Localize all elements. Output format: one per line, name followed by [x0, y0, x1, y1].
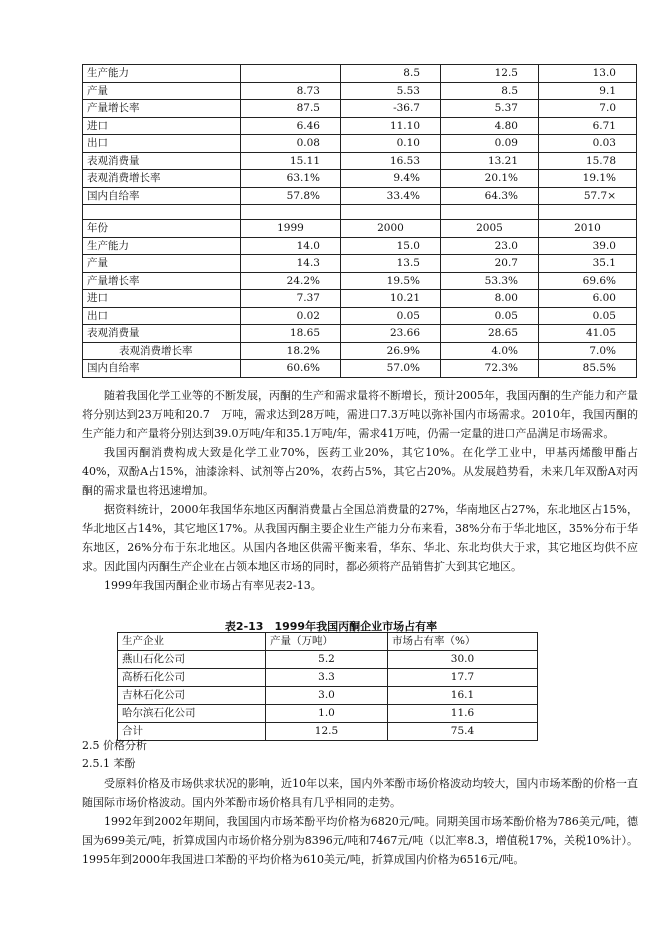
value-cell: 6.71	[539, 117, 637, 135]
table-row	[83, 307, 637, 325]
value-cell: 57.8%	[241, 187, 341, 205]
value-cell: 60.6%	[241, 360, 341, 378]
table-row	[118, 687, 538, 705]
header-cell: 生产企业	[118, 633, 266, 651]
company-cell: 哈尔滨石化公司	[118, 705, 266, 723]
table-row	[118, 651, 538, 669]
value-cell: 15.0	[341, 237, 441, 255]
value-cell: 5.37	[441, 100, 539, 118]
row-label-cell: 进口	[83, 117, 241, 135]
value-cell: 35.1	[539, 255, 637, 273]
value-cell: 20.1%	[441, 170, 539, 188]
market-share-table	[117, 632, 538, 741]
value-cell: 19.5%	[341, 272, 441, 290]
value-cell: 28.65	[441, 325, 539, 343]
blank-separator-row	[83, 205, 637, 220]
company-cell: 高桥石化公司	[118, 669, 266, 687]
output-cell: 3.0	[266, 687, 388, 705]
value-cell: 57.0%	[341, 360, 441, 378]
row-label-cell: 产量增长率	[83, 100, 241, 118]
empty-cell	[441, 205, 539, 220]
table-row	[83, 325, 637, 343]
table-row	[83, 342, 637, 360]
empty-cell	[539, 205, 637, 220]
company-cell: 吉林石化公司	[118, 687, 266, 705]
value-cell: 5.53	[341, 82, 441, 100]
value-cell: 69.6%	[539, 272, 637, 290]
paragraph-price-detail: 1992年到2002年期间，我国国内市场苯酚平均价格为6820元/吨。同期美国市场苯酚价格为786美元/吨，德国为699美元/吨，折算成国内市场价格分别为8396元/吨和7467元/吨（以汇率8.3，增值税17%，关税10%计）。1995年到2000年我国进口苯酚的平均价格为610美元/吨，折算成国内价格为6516元/吨。	[82, 815, 638, 866]
row-label-cell: 出口	[83, 307, 241, 325]
value-cell: 26.9%	[341, 342, 441, 360]
share-cell: 30.0	[388, 651, 538, 669]
row-label-cell: 表观消费增长率	[83, 342, 241, 360]
table-row	[118, 705, 538, 723]
value-cell: 1999	[241, 220, 341, 238]
value-cell: 4.0%	[441, 342, 539, 360]
value-cell: 9.1	[539, 82, 637, 100]
paragraph-regional-distribution: 据资料统计，2000年我国华东地区丙酮消费量占全国总消费量的27%，华南地区占27%，东北地区占15%，华北地区占14%，其它地区17%。从我国丙酮主要企业生产能力分布来看，38%分布于华北地区，35%分布于华东地区，26%分布于东北地区。从国内各地区供需平衡来看，华东、华北、东北均供大于求，其它地区均供不应求。因此国内丙酮生产企业在占领本地区市场的同时，都必须将产品销售扩大到其它地区。	[82, 503, 638, 573]
value-cell: 16.53	[341, 152, 441, 170]
value-cell: 87.5	[241, 100, 341, 118]
value-cell: 6.46	[241, 117, 341, 135]
row-label-cell: 生产能力	[83, 237, 241, 255]
value-cell: 13.5	[341, 255, 441, 273]
share-cell: 75.4	[388, 723, 538, 741]
row-label-cell: 出口	[83, 135, 241, 153]
table-caption: 表2-13 1999年我国丙酮企业市场占有率	[224, 620, 438, 633]
row-label-cell: 生产能力	[83, 65, 241, 83]
company-cell: 合计	[118, 723, 266, 741]
table-row	[83, 237, 637, 255]
value-cell: 10.21	[341, 290, 441, 308]
value-cell: 23.66	[341, 325, 441, 343]
supply-demand-table	[82, 64, 637, 378]
value-cell: 33.4%	[341, 187, 441, 205]
value-cell: 24.2%	[241, 272, 341, 290]
row-label-cell: 表观消费增长率	[83, 170, 241, 188]
header-cell: 市场占有率（%）	[388, 633, 538, 651]
paragraph-forecast: 随着我国化学工业等的不断发展，丙酮的生产和需求量将不断增长，预计2005年，我国丙酮的生产能力和产量将分别达到23万吨和20.7 万吨，需求达到28万吨，需进口7.3万吨以弥补国内市场需求。2010年，我国丙酮的生产能力和产量将分别达到39.0万吨/年和35.1万吨/年，需求41万吨，仍需一定量的进口产品满足市场需求。	[82, 389, 638, 440]
value-cell: 0.02	[241, 307, 341, 325]
value-cell: 72.3%	[441, 360, 539, 378]
value-cell: 19.1%	[539, 170, 637, 188]
share-cell: 16.1	[388, 687, 538, 705]
value-cell: 6.00	[539, 290, 637, 308]
row-label-cell: 国内自给率	[83, 187, 241, 205]
value-cell: 14.0	[241, 237, 341, 255]
value-cell: 11.10	[341, 117, 441, 135]
table-row	[83, 100, 637, 118]
paragraph-consumption-structure: 我国丙酮消费构成大致是化学工业70%，医药工业20%，其它10%。在化学工业中，甲基丙烯酸甲酯占40%，双酚A占15%，油漆涂料、试剂等占20%，农药占5%，其它占20%。从发展趋势看，未来几年双酚A对丙酮的需求量也将迅速增加。	[82, 446, 638, 497]
table-row	[118, 669, 538, 687]
header-cell: 产量（万吨）	[266, 633, 388, 651]
value-cell: 41.05	[539, 325, 637, 343]
table-row	[83, 255, 637, 273]
row-label-cell: 进口	[83, 290, 241, 308]
body-paragraphs-1	[82, 386, 638, 595]
row-label-cell: 产量	[83, 255, 241, 273]
value-cell: 2000	[341, 220, 441, 238]
table-row	[83, 152, 637, 170]
value-cell: 63.1%	[241, 170, 341, 188]
value-cell: 2010	[539, 220, 637, 238]
paragraph-price-trend: 受原料价格及市场供求状况的影响，近10年以来，国内外苯酚市场价格波动均较大，国内市场苯酚的价格一直随国际市场价格波动。国内外苯酚市场价格具有几乎相同的走势。	[82, 777, 638, 809]
value-cell: 13.0	[539, 65, 637, 83]
value-cell: 2005	[441, 220, 539, 238]
table-row	[83, 170, 637, 188]
share-cell: 11.6	[388, 705, 538, 723]
value-cell: 12.5	[441, 65, 539, 83]
value-cell: 0.05	[341, 307, 441, 325]
table-row	[83, 272, 637, 290]
table-row	[83, 117, 637, 135]
value-cell: 0.05	[441, 307, 539, 325]
subsection-heading: 2.5.1 苯酚	[82, 757, 136, 770]
table-row	[83, 135, 637, 153]
value-cell: 85.5%	[539, 360, 637, 378]
value-cell: 64.3%	[441, 187, 539, 205]
value-cell: 0.03	[539, 135, 637, 153]
empty-cell	[341, 205, 441, 220]
output-cell: 1.0	[266, 705, 388, 723]
value-cell: 0.05	[539, 307, 637, 325]
value-cell: 8.5	[341, 65, 441, 83]
value-cell	[241, 65, 341, 83]
row-label-cell: 国内自给率	[83, 360, 241, 378]
value-cell: 9.4%	[341, 170, 441, 188]
value-cell: 4.80	[441, 117, 539, 135]
value-cell: 53.3%	[441, 272, 539, 290]
table-header-row	[118, 633, 538, 651]
table-row	[83, 65, 637, 83]
value-cell: 8.00	[441, 290, 539, 308]
section-heading: 2.5 价格分析	[82, 739, 147, 752]
output-cell: 3.3	[266, 669, 388, 687]
table-row	[83, 290, 637, 308]
row-label-cell: 年份	[83, 220, 241, 238]
table-row	[83, 360, 637, 378]
table-total-row	[118, 723, 538, 741]
value-cell: 7.37	[241, 290, 341, 308]
value-cell: 15.11	[241, 152, 341, 170]
value-cell: 23.0	[441, 237, 539, 255]
value-cell: 20.7	[441, 255, 539, 273]
value-cell: 13.21	[441, 152, 539, 170]
value-cell: 7.0%	[539, 342, 637, 360]
paragraph-table-reference: 1999年我国丙酮企业市场占有率见表2-13。	[104, 579, 322, 592]
output-cell: 12.5	[266, 723, 388, 741]
empty-cell	[83, 205, 241, 220]
row-label-cell: 表观消费量	[83, 152, 241, 170]
row-label-cell: 表观消费量	[83, 325, 241, 343]
value-cell: 0.08	[241, 135, 341, 153]
value-cell: 0.10	[341, 135, 441, 153]
year-header-row	[83, 220, 637, 238]
value-cell: 7.0	[539, 100, 637, 118]
value-cell: 18.2%	[241, 342, 341, 360]
empty-cell	[241, 205, 341, 220]
value-cell: 18.65	[241, 325, 341, 343]
value-cell: 8.73	[241, 82, 341, 100]
output-cell: 5.2	[266, 651, 388, 669]
company-cell: 燕山石化公司	[118, 651, 266, 669]
row-label-cell: 产量	[83, 82, 241, 100]
value-cell: 0.09	[441, 135, 539, 153]
table-row	[83, 82, 637, 100]
row-label-cell: 产量增长率	[83, 272, 241, 290]
value-cell: 14.3	[241, 255, 341, 273]
share-cell: 17.7	[388, 669, 538, 687]
body-paragraphs-2	[82, 774, 638, 869]
table-row	[83, 187, 637, 205]
value-cell: 15.78	[539, 152, 637, 170]
value-cell: 57.7×	[539, 187, 637, 205]
value-cell: 39.0	[539, 237, 637, 255]
value-cell: 8.5	[441, 82, 539, 100]
value-cell: -36.7	[341, 100, 441, 118]
